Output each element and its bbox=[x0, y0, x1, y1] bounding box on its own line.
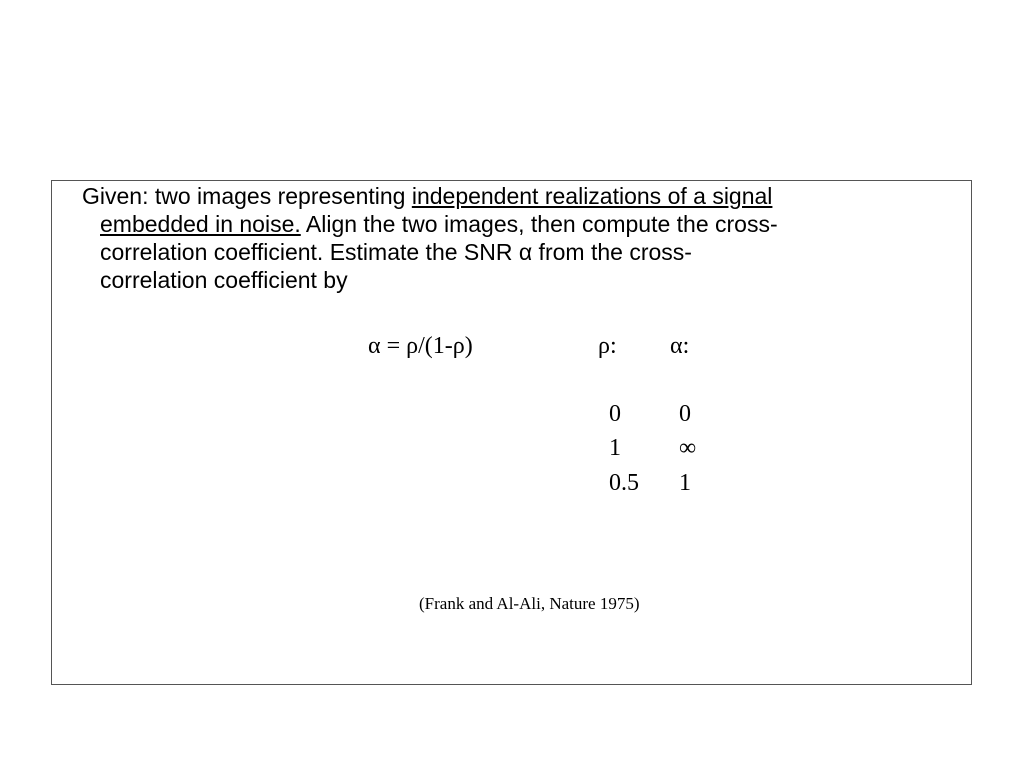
paragraph-line-2 bbox=[82, 210, 962, 238]
table-cell-alpha-3: 1 bbox=[679, 470, 691, 496]
table-header-alpha: α: bbox=[670, 333, 690, 359]
underlined-phrase-2: embedded in noise. bbox=[100, 211, 301, 237]
table-cell-rho-2: 1 bbox=[609, 435, 621, 461]
table-cell-rho-1: 0 bbox=[609, 401, 621, 427]
table-cell-alpha-2: ∞ bbox=[679, 435, 697, 461]
table-cell-alpha-1: 0 bbox=[679, 401, 691, 427]
snr-formula: α = ρ/(1-ρ) bbox=[368, 333, 473, 359]
paragraph-line-2-text: Align the two images, then compute the cross- bbox=[300, 211, 778, 237]
paragraph-line-3: correlation coefficient. Estimate the SNR α from the cross- bbox=[100, 239, 692, 265]
underlined-phrase-1: independent realizations of a signal bbox=[411, 183, 773, 209]
table-header-rho: ρ: bbox=[598, 333, 617, 359]
table-cell-rho-3: 0.5 bbox=[609, 470, 639, 496]
paragraph-line-1 bbox=[82, 182, 962, 210]
paragraph-line-4: correlation coefficient by bbox=[100, 267, 348, 293]
paragraph-line-1-text: Given: two images representing bbox=[82, 183, 412, 209]
description-paragraph bbox=[82, 182, 962, 294]
citation: (Frank and Al-Ali, Nature 1975) bbox=[419, 594, 640, 613]
